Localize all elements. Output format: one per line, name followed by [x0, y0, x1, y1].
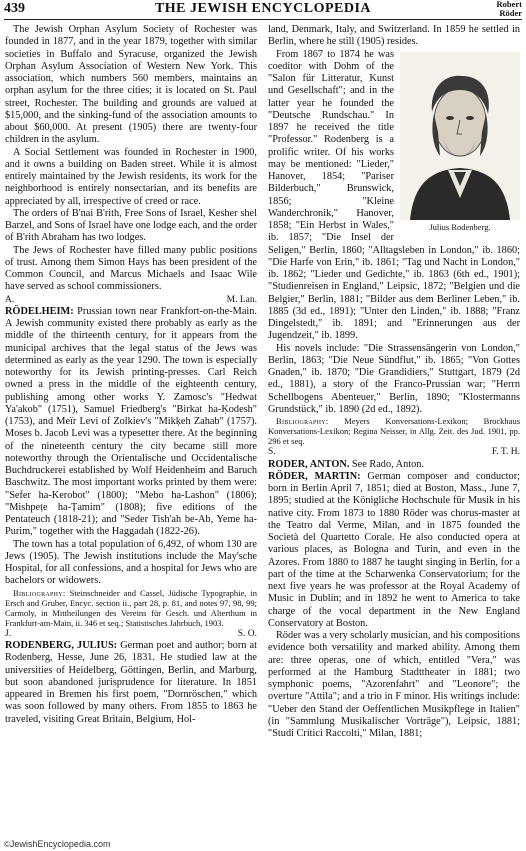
- signature-initial: A.: [5, 294, 15, 305]
- signature: [5, 294, 257, 306]
- entry-roder-martin: [268, 471, 520, 630]
- bibliography-label: Bibliography:: [13, 587, 66, 598]
- entry-text: Prussian town near Frankfort-on-the-Main. A Jewish community existed there probably as early as the middle of the thirteenth century, for it appears from the municipal archives that the legal status of the Jews was determined as early as the year 1290. The town is especially noteworthy for its Jewish printing-presses. Carl Reich owned a press in the middle of the eighteenth century, publishing among other works Y. Zamosc's "Hedwat Ya'akob" (1751), Samuel Friedberg's "Birkat ha-Ḳodesh" (1753), and Meïr Levi of Zolkiev's "Mikḳeh Zahab" (1757). Moses b. Jacob Levi was a typesetter there. At the beginning of the nineteenth century the city became still more noteworthy through the Orientalische und Occidentalische Buchdruckerei established by Wolf Heidenheim and Baruch Baschwitz. The most important works printed by them were: "Sefer ha-Kerobot" (1800); "Mebo ha-Lashon" (1806); "Mishpeṭe ha-Ṭamim" (1808); five editions of the Pentateuch (1818-21); and "Seder Tish'ah be-Ab, Yeme ha-Purim," together with the Haggadah (1822-26).: [5, 305, 257, 538]
- entry-headword: RÖDER, MARTIN:: [268, 470, 361, 482]
- left-column: [5, 24, 257, 838]
- entry-headword: RODER, ANTON.: [268, 458, 350, 470]
- paragraph: Röder was a very scholarly musician, and his compositions evidence both versatility and marked ability. Among them are: three operas, one of which, entitled "Vera," was performed at the Hamburg Stadttheater in 1881; two symphonic poems, "Azorenfahrt" and "Leonore"; the overture "Attila"; and a trio in F minor. His writings include: "Ueber den Stand der Oeffentlichen Musikpflege in Italien" (in "Sammlung Musikalischer Vorträge"), Leipsic, 1881; "Studi Critici Raccolti," Milan, 1881;: [268, 630, 520, 740]
- paragraph: The town has a total population of 6,492, of whom 130 are Jews (1905). The Jewish institutions include the May'sche Hospital, for all confessions, and a hospital for Jews who are bachelors or widowers.: [5, 538, 257, 587]
- paragraph: land, Denmark, Italy, and Switzerland. In 1859 he settled in Berlin, where he still (1905) resides.: [268, 24, 520, 48]
- bibliography-text: Meyers Konversations-Lexikon; Brockhaus Konversations-Lexikon; Regina Neisser, in Allg. Zeit. des Jud. 1901, pp. 296 et seq.: [268, 416, 520, 447]
- catchword-first: Robert: [496, 0, 522, 9]
- entry-text: German composer and conductor; born in Berlin April 7, 1851; died at Boston, Mass., June 7, 1895; studied at the Königliche Hochschule für Musik in his native city. From 1873 to 1880 Röder was chorus-master at the Teatro dal Verme, Milan, and in 1875 founded the Società del Quartetto Corale. He also conducted opera at various places, as Bologna and Turin, and even in the Azores. From 1880 to 1887 he taught singing in Berlin, for a part of the time at the Scharwenka Conservatorium; for the next five years he was professor at the Royal Academy of Music in Dublin; and in 1892 he went to America to take charge of the vocal department in the New England Conservatory at Boston.: [268, 470, 520, 629]
- paragraph: A Social Settlement was founded in Rochester in 1900, and it owns a building on Baden street. While it is almost entirely maintained by the Jewish residents, its work for the neighborhood is entirely nonsectarian, and its benefits are appreciated by all, irrespective of creed or race.: [5, 146, 257, 207]
- signature-author: S. O.: [237, 628, 257, 639]
- page-header: [4, 0, 522, 20]
- entry-rodelheim: [5, 306, 257, 539]
- site-name: JewishEncyclopedia.com: [9, 839, 111, 849]
- bibliography-label: Bibliography:: [276, 416, 329, 426]
- catchword-last: Röder: [499, 7, 522, 18]
- entry-headword: RÖDELHEIM:: [5, 305, 74, 317]
- site-watermark: [4, 839, 110, 849]
- paragraph: His novels include: "Die Strassensängerin von London," Berlin, 1863; "Die Neue Sündflut," ib. 1865; "Von Gottes Gnaden," ib. 1870; "Die Grandidiers," Stuttgart, 1879 (2d ed., 1881), a story of the Franco-Prussian war; "Herrn Schellbogens Abenteuer," Berlin, 1890; "Klostermanns Grundstück," ib. 1890 (2d ed., 1892).: [268, 342, 520, 415]
- signature: [5, 628, 257, 640]
- portrait-figure: [400, 52, 520, 234]
- catchwords: [497, 0, 523, 17]
- entry-roder-anton: [268, 459, 520, 471]
- bibliography: [268, 416, 520, 446]
- entry-text: German poet and author; born at Rodenberg, Hesse, June 26, 1831. He studied law at the universities of Heidelberg, Göttingen, Berlin, and Marburg, but soon abandoned jurisprudence for literature. In 1851 appeared in Bremen his first poem, "Dornröschen," which was soon followed by many others. From 1855 to 1863 he traveled, visiting Great Britain, Belgium, Hol-: [5, 640, 257, 725]
- signature-initial: J.: [5, 628, 12, 639]
- paragraph: The Jews of Rochester have filled many public positions of trust. Among them Simon Hays has been president of the Common Council, and Marcus Michaels and Isaac Wile have served as school commissioners.: [5, 244, 257, 293]
- page-title: THE JEWISH ENCYCLOPEDIA: [154, 1, 372, 16]
- entry-headword: RODENBERG, JULIUS:: [5, 640, 118, 652]
- entry-text: See Rado, Anton.: [349, 458, 424, 470]
- portrait-icon: [400, 52, 520, 220]
- entry-rodenberg: [5, 640, 257, 726]
- right-column: [268, 24, 520, 838]
- signature-initial: S.: [268, 447, 276, 458]
- signature: [268, 446, 520, 458]
- paragraph: The orders of B'nai B'rith, Free Sons of Israel, Kesher shel Barzel, and Sons of Israel have one lodge each, and the order of B'rith Abraham has two lodges.: [5, 207, 257, 244]
- paragraph: The Jewish Orphan Asylum Society of Rochester was founded in 1877, and in the year 1879, together with similar societies in Buffalo and Syracuse, organized the Jewish Orphan Asylum Association of Western New York. This association, which numbers 560 members, maintains an orphan asylum for the three cities; it is located on St. Paul street, Rochester. The building and grounds are valued at $15,000, and the sinking-fund of the association amounts to about $60,000. At present (1905) there are twenty-four children in the asylum.: [5, 24, 257, 146]
- page-number: 439: [4, 1, 25, 16]
- bibliography-text: Steinschneider and Cassel, Jüdische Typographie, in Ersch and Gruber, Encyc. section ii., part 28, p. 81, and notes 97, 98, 99; Carmoly, in Mittheilungen des Vereins für Gesch. und Alterthum in Frankfurt-am-Main, ii. 346 et seq.; Statistisches Jahrbuch, 1903.: [5, 587, 257, 628]
- bibliography: [5, 588, 257, 628]
- copyright-symbol: ©: [4, 840, 10, 849]
- signature-author: F. T. H.: [491, 447, 520, 458]
- paragraph: From 1867 to 1874 he was coeditor with Dohm of the "Salon für Litteratur, Kunst und Gesellschaft"; and in the latter year he founded the "Deutsche Rundschau." In 1897 he received the title "Professor." Rodenberg is a prolific writer. Of his works may be mentioned: "Lieder," Hanover, 1854; "Pariser Bilderbuch," Brunswick, 1856; "Kleine Wanderchronik," Hanover, 1858; "Ein Herbst in Wales," ib. 1857; "Die Insel der Seligen," Berlin, 1860; "Alltagsleben in London," ib. 1860; "Die Harfe von Erin," ib. 1861; "Tag und Nacht in London," ib. 1862; "Lieder und Gedichte," ib. 1863 (6th ed., 1901); "Studienreisen in England," Leipsic, 1872; "Belgien und die Belgier," Berlin, 1881; "Bilder aus dem Berliner Leben," ib. 1885 (3d ed., 1891); "Unter den Linden," ib. 1888; "Franz Dingelstedt," ib. 1891; and "Erinnerungen aus der Jugendzeit," ib. 1899.: [268, 48, 520, 342]
- signature-author: M. Lan.: [226, 294, 257, 305]
- portrait-caption: Julius Rodenberg.: [429, 221, 491, 232]
